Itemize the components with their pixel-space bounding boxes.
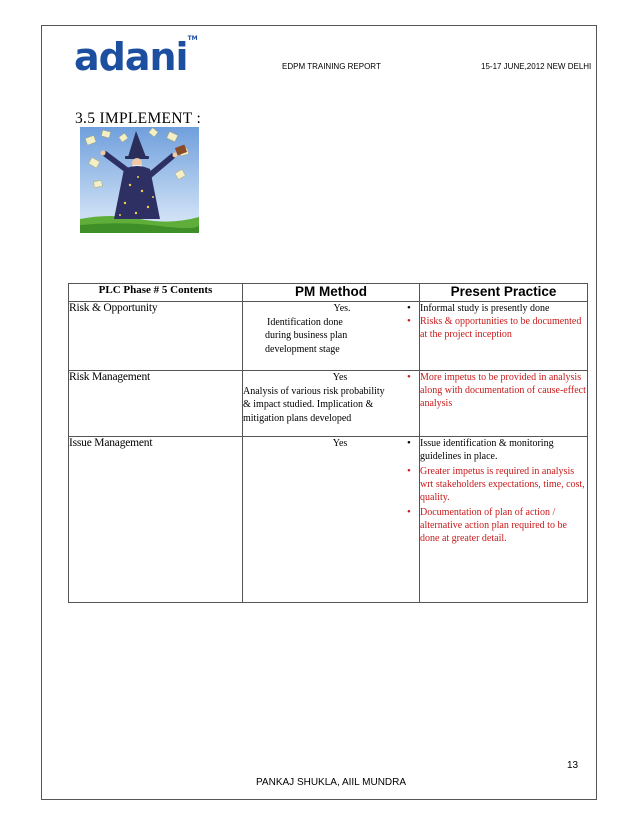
column-header-phase: PLC Phase # 5 Contents — [69, 284, 243, 302]
practice-list — [420, 371, 587, 410]
report-title: EDPM TRAINING REPORT — [282, 62, 381, 71]
practice-list — [420, 302, 587, 341]
present-practice-cell — [420, 437, 588, 603]
practice-list — [420, 437, 587, 545]
report-date: 15-17 JUNE,2012 NEW DELHI — [481, 62, 592, 71]
pm-method-cell: Yes Analysis of various risk probability & impact studied. Implication & mitigation plans developed — [243, 371, 420, 437]
page-number: 13 — [567, 760, 579, 771]
row-label: Issue Management — [69, 437, 243, 603]
plc-phase-table — [68, 283, 588, 603]
table-header-row — [69, 284, 588, 302]
pm-method-cell: Yes. Identification done during business plan development stage — [243, 302, 420, 371]
section-heading: 3.5 IMPLEMENT : — [75, 110, 202, 127]
present-practice-cell — [420, 371, 588, 437]
list-item: • Greater impetus is required in analysis wrt stakeholders expectations, time, cost, quality. — [420, 465, 587, 504]
list-item: • Informal study is presently done — [420, 302, 587, 315]
adani-logo: adani™ — [74, 35, 198, 79]
present-practice-cell — [420, 302, 588, 371]
pm-method-cell: Yes — [243, 437, 420, 603]
list-item: • More impetus to be provided in analysis along with documentation of cause-effect analysis — [420, 371, 587, 410]
row-label: Risk & Opportunity — [69, 302, 243, 371]
row-label: Risk Management — [69, 371, 243, 437]
column-header-present-practice: Present Practice — [420, 284, 588, 302]
list-item: • Risks & opportunities to be documented at the project inception — [420, 315, 587, 341]
column-header-pm-method: PM Method — [243, 284, 420, 302]
table-row — [69, 437, 588, 603]
list-item: • Issue identification & monitoring guidelines in place. — [420, 437, 587, 463]
table-row — [69, 371, 588, 437]
table-row — [69, 302, 588, 371]
footer-author: PANKAJ SHUKLA, AIIL MUNDRA — [256, 777, 407, 788]
wizard-illustration — [80, 127, 199, 233]
list-item: • Documentation of plan of action / alternative action plan required to be done at greater detail. — [420, 506, 587, 545]
